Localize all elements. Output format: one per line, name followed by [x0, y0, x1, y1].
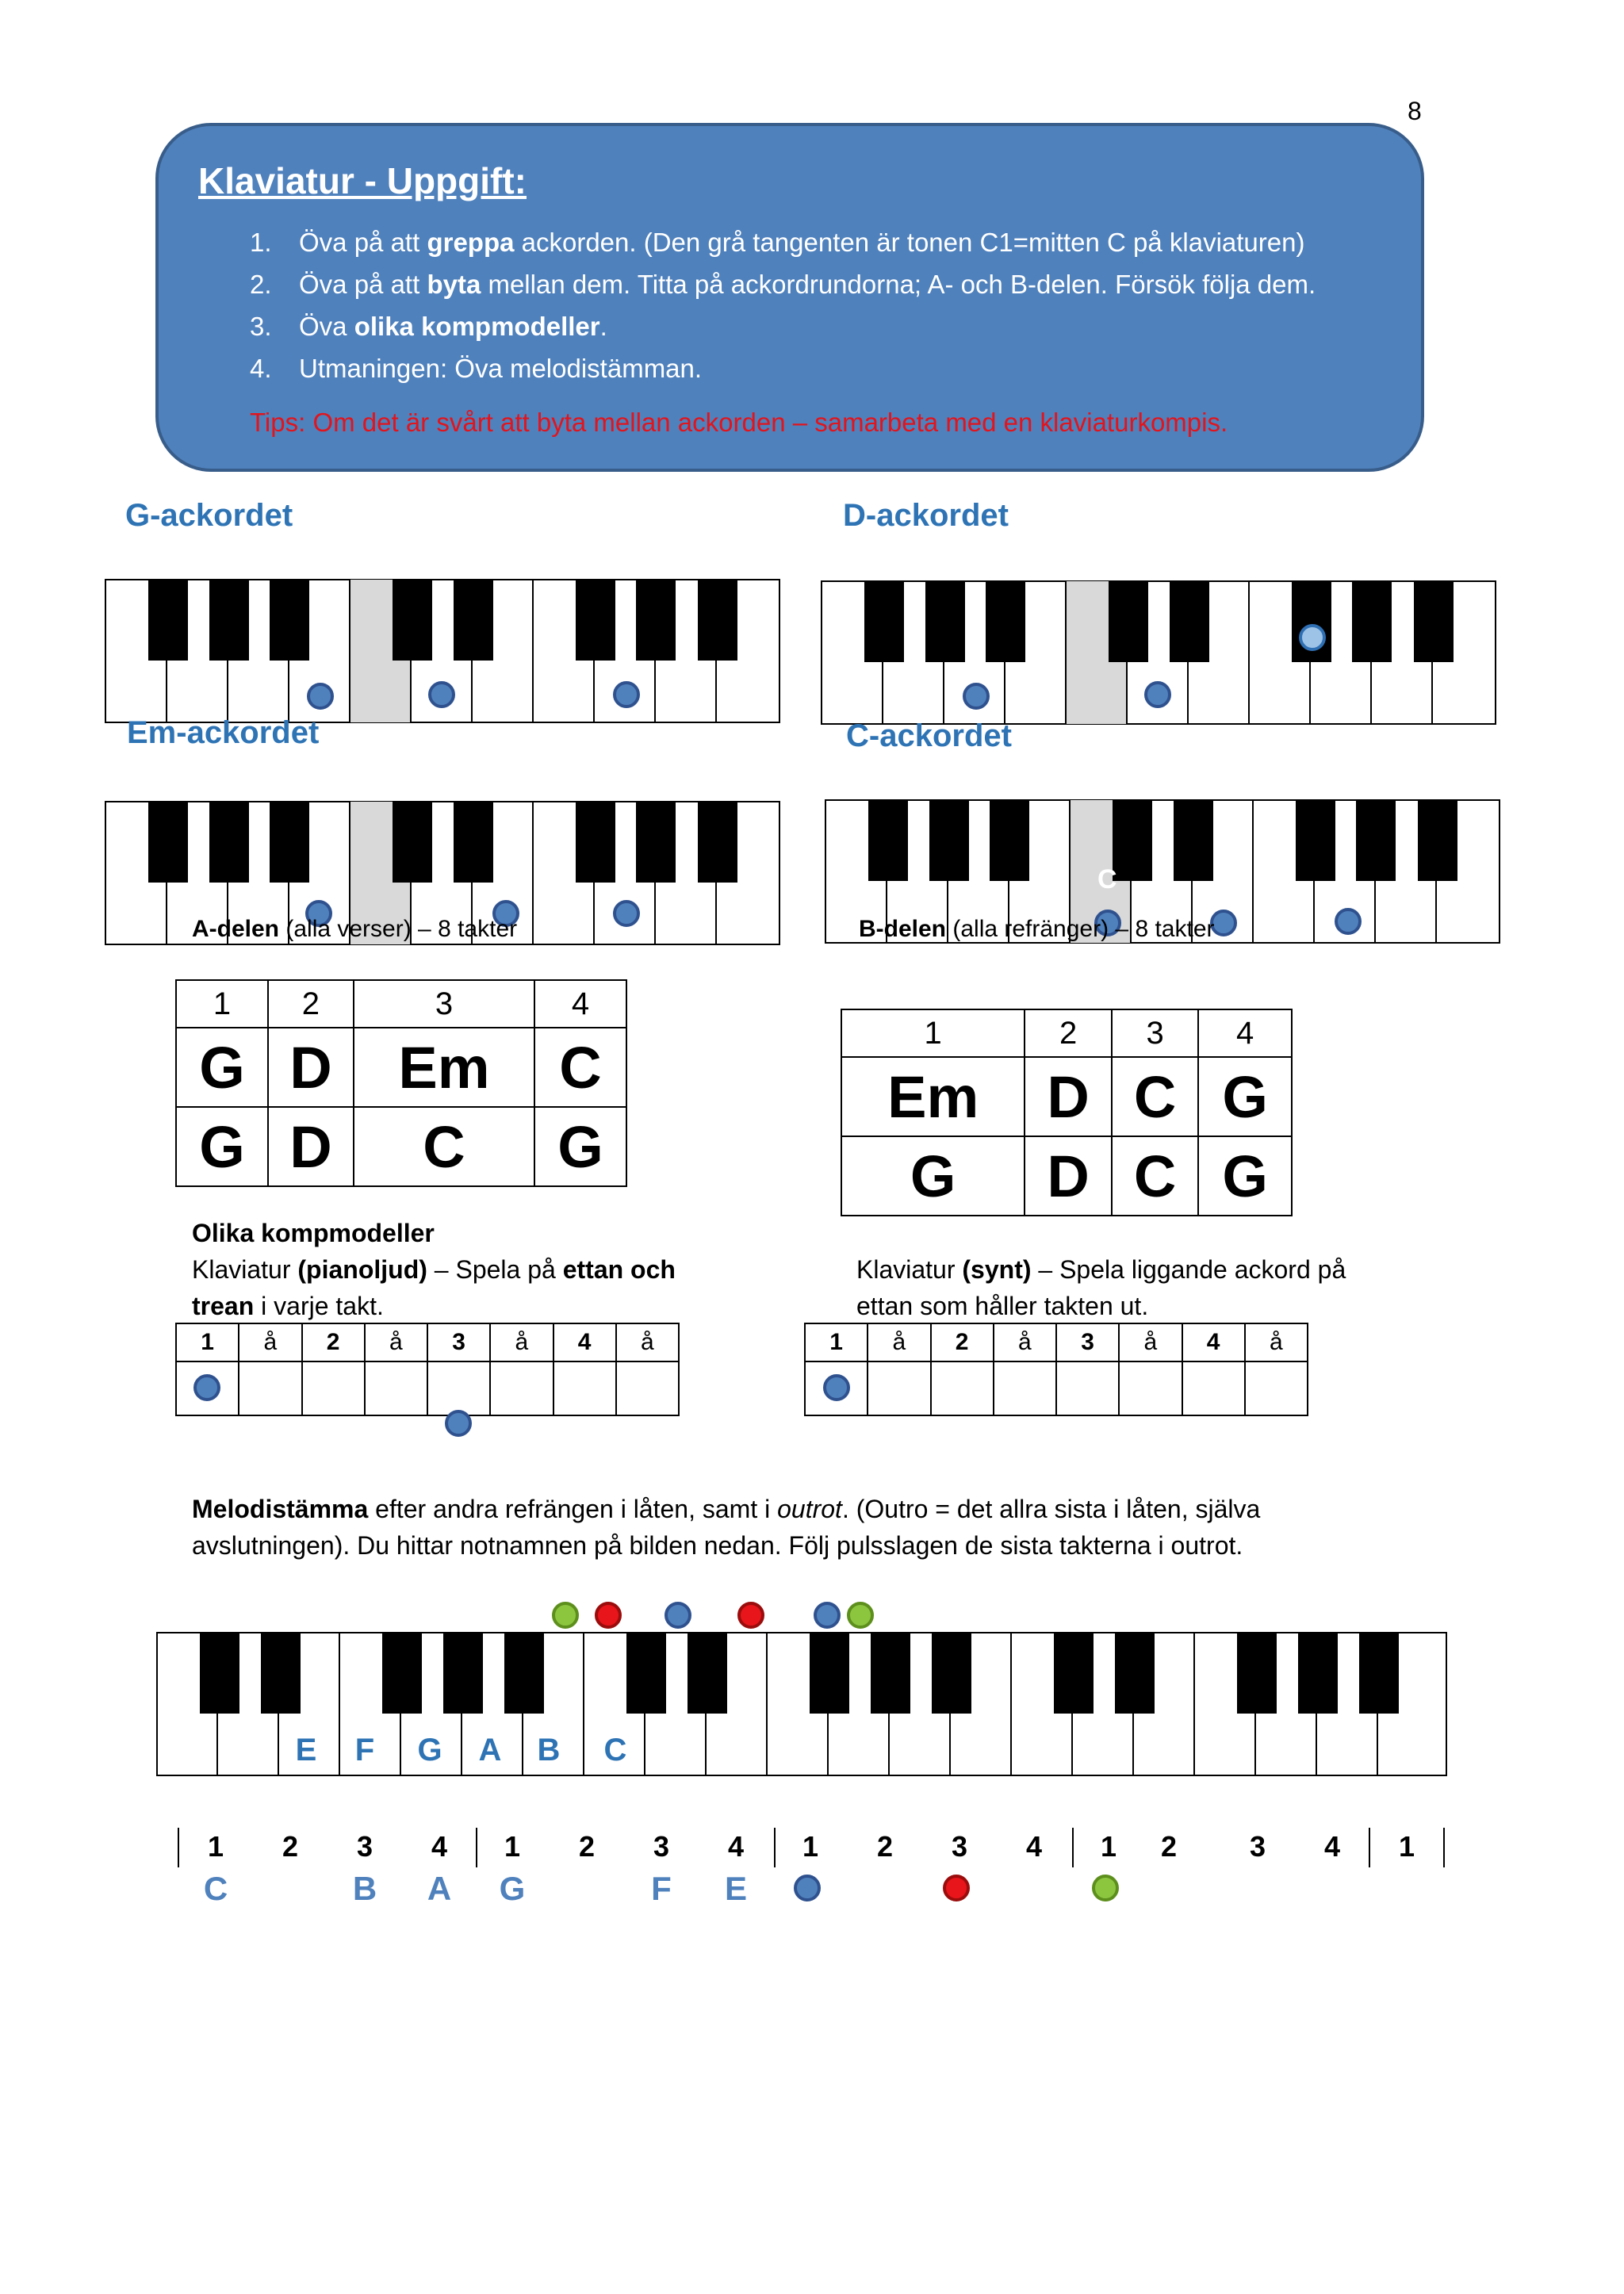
melody-dot — [552, 1602, 579, 1629]
chord-cell: C — [354, 1107, 534, 1186]
melody-dot — [595, 1602, 622, 1629]
a-part-table: 1 2 3 4 G D Em C G D C G — [175, 979, 627, 1187]
note-dot — [964, 684, 988, 708]
pulse-number: 4 — [1025, 1830, 1043, 1863]
melody-dot — [794, 1875, 821, 1901]
pulse-number: 3 — [1249, 1830, 1266, 1863]
note-dot — [430, 683, 454, 707]
note-dot — [615, 902, 638, 925]
note-dot — [1336, 910, 1360, 933]
melody-note: A — [427, 1870, 452, 1907]
task-box — [155, 123, 1424, 472]
key-note-a: A — [478, 1733, 502, 1767]
a-part-label: A-delen (alla verser) – 8 takter — [192, 916, 518, 942]
melody-dot — [737, 1602, 764, 1629]
bar-line — [1369, 1828, 1370, 1867]
c-key-label: C — [1097, 864, 1117, 894]
chord-cell: D — [268, 1028, 354, 1107]
chord-cell: D — [1025, 1057, 1112, 1136]
note-dot — [615, 683, 638, 707]
note-dot — [308, 684, 332, 708]
pulse-number: 1 — [1100, 1830, 1117, 1863]
chord-cell: Em — [841, 1057, 1025, 1136]
pulse-number: 4 — [431, 1830, 448, 1863]
synth-rhythm-grid: 1 å 2 å 3 å 4 å — [804, 1323, 1308, 1416]
melody-note: B — [352, 1870, 377, 1907]
key-note-b: B — [537, 1733, 561, 1767]
chord-cell: G — [176, 1028, 268, 1107]
pulse-number: 2 — [578, 1830, 596, 1863]
melody-dot — [847, 1602, 874, 1629]
chord-cell: G — [1198, 1136, 1292, 1216]
chord-cell: D — [1025, 1136, 1112, 1216]
tips-text: Tips: Om det är svårt att byta mellan ackorden – samarbeta med en klaviaturkompis. — [250, 408, 1228, 437]
piano-rhythm-grid: 1 å 2 å 3 å 4 å — [175, 1323, 680, 1416]
bar-line — [178, 1828, 179, 1867]
melody-note: G — [499, 1870, 526, 1907]
chord-cell: C — [534, 1028, 626, 1107]
beat-dot — [445, 1410, 472, 1437]
key-note-e: E — [295, 1733, 317, 1767]
pulse-number: 2 — [876, 1830, 894, 1863]
melody-note: F — [651, 1870, 672, 1907]
bar-line — [1072, 1828, 1074, 1867]
b-part-label: B-delen (alla refränger) – 8 takter — [859, 916, 1215, 942]
pulse-number: 2 — [282, 1830, 299, 1863]
d-chord-title: D-ackordet — [843, 498, 1009, 533]
note-dot — [1300, 626, 1324, 649]
komp-synth-text: Klaviatur (synt) – Spela liggande ackord på ettan som håller takten ut. — [856, 1255, 1346, 1320]
key-note-g: G — [417, 1733, 442, 1767]
melody-dot — [943, 1875, 970, 1901]
chord-cell: C — [1112, 1136, 1199, 1216]
pulse-number: 3 — [653, 1830, 670, 1863]
pulse-number: 2 — [1160, 1830, 1178, 1863]
chord-cell: D — [268, 1107, 354, 1186]
page-number: 8 — [1408, 97, 1422, 125]
bar-line — [476, 1828, 477, 1867]
melody-dot — [665, 1602, 691, 1629]
bar-line — [774, 1828, 776, 1867]
task-list — [250, 221, 1316, 389]
beat-dot — [193, 1374, 220, 1401]
b-part-table: 1 2 3 4 Em D C G G D C G — [841, 1009, 1293, 1216]
key-note-c: C — [603, 1733, 627, 1767]
chord-cell: Em — [354, 1028, 534, 1107]
chord-cell: G — [1198, 1057, 1292, 1136]
task-title: Klaviatur - Uppgift: — [198, 160, 527, 201]
komp-piano-text: Olika kompmodeller Klaviatur (pianoljud) – Spela på ettan och trean i varje takt. — [192, 1219, 676, 1320]
c-chord-title: C-ackordet — [846, 718, 1012, 753]
pulse-number: 1 — [1398, 1830, 1415, 1863]
komp-heading: Olika kompmodeller — [192, 1219, 435, 1247]
melody-dot — [814, 1602, 841, 1629]
note-dot — [1146, 683, 1170, 707]
pulse-number: 4 — [1323, 1830, 1341, 1863]
melody-text: Melodistämma efter andra refrängen i låten, samt i outrot. (Outro = det allra sista i låten, själva avslutningen). Du hittar notnamnen på bilden nedan. Följ pulsslagen de sista takterna i outrot. — [192, 1495, 1261, 1560]
pulse-number: 1 — [802, 1830, 819, 1863]
pulse-number: 4 — [727, 1830, 745, 1863]
task-item: 3. Öva olika kompmodeller. — [250, 312, 607, 341]
melody-dot — [1092, 1875, 1119, 1901]
chord-cell: C — [1112, 1057, 1199, 1136]
chord-cell: G — [841, 1136, 1025, 1216]
em-chord-title: Em-ackordet — [127, 715, 320, 750]
key-note-f: F — [354, 1733, 375, 1767]
melody-note: C — [203, 1870, 228, 1907]
melody-note: E — [724, 1870, 747, 1907]
task-item: 4. Utmaningen: Öva melodistämman. — [250, 354, 703, 383]
task-item: 1. Öva på att greppa ackorden. (Den grå tangenten är tonen C1=mitten C på klaviaturen) — [250, 228, 1305, 257]
pulse-number: 1 — [207, 1830, 224, 1863]
chord-cell: G — [534, 1107, 626, 1186]
g-chord-title: G-ackordet — [125, 498, 293, 533]
pulse-number: 3 — [951, 1830, 968, 1863]
note-dot — [1212, 911, 1235, 935]
pulse-number: 3 — [356, 1830, 373, 1863]
bar-line — [1443, 1828, 1445, 1867]
chord-cell: G — [176, 1107, 268, 1186]
beat-dot — [823, 1374, 850, 1401]
pulse-number: 1 — [504, 1830, 521, 1863]
g-chord-keyboard — [105, 579, 780, 723]
d-chord-keyboard — [821, 580, 1496, 725]
task-item: 2. Öva på att byta mellan dem. Titta på ackordrundorna; A- och B-delen. Försök följa dem. — [250, 270, 1316, 299]
